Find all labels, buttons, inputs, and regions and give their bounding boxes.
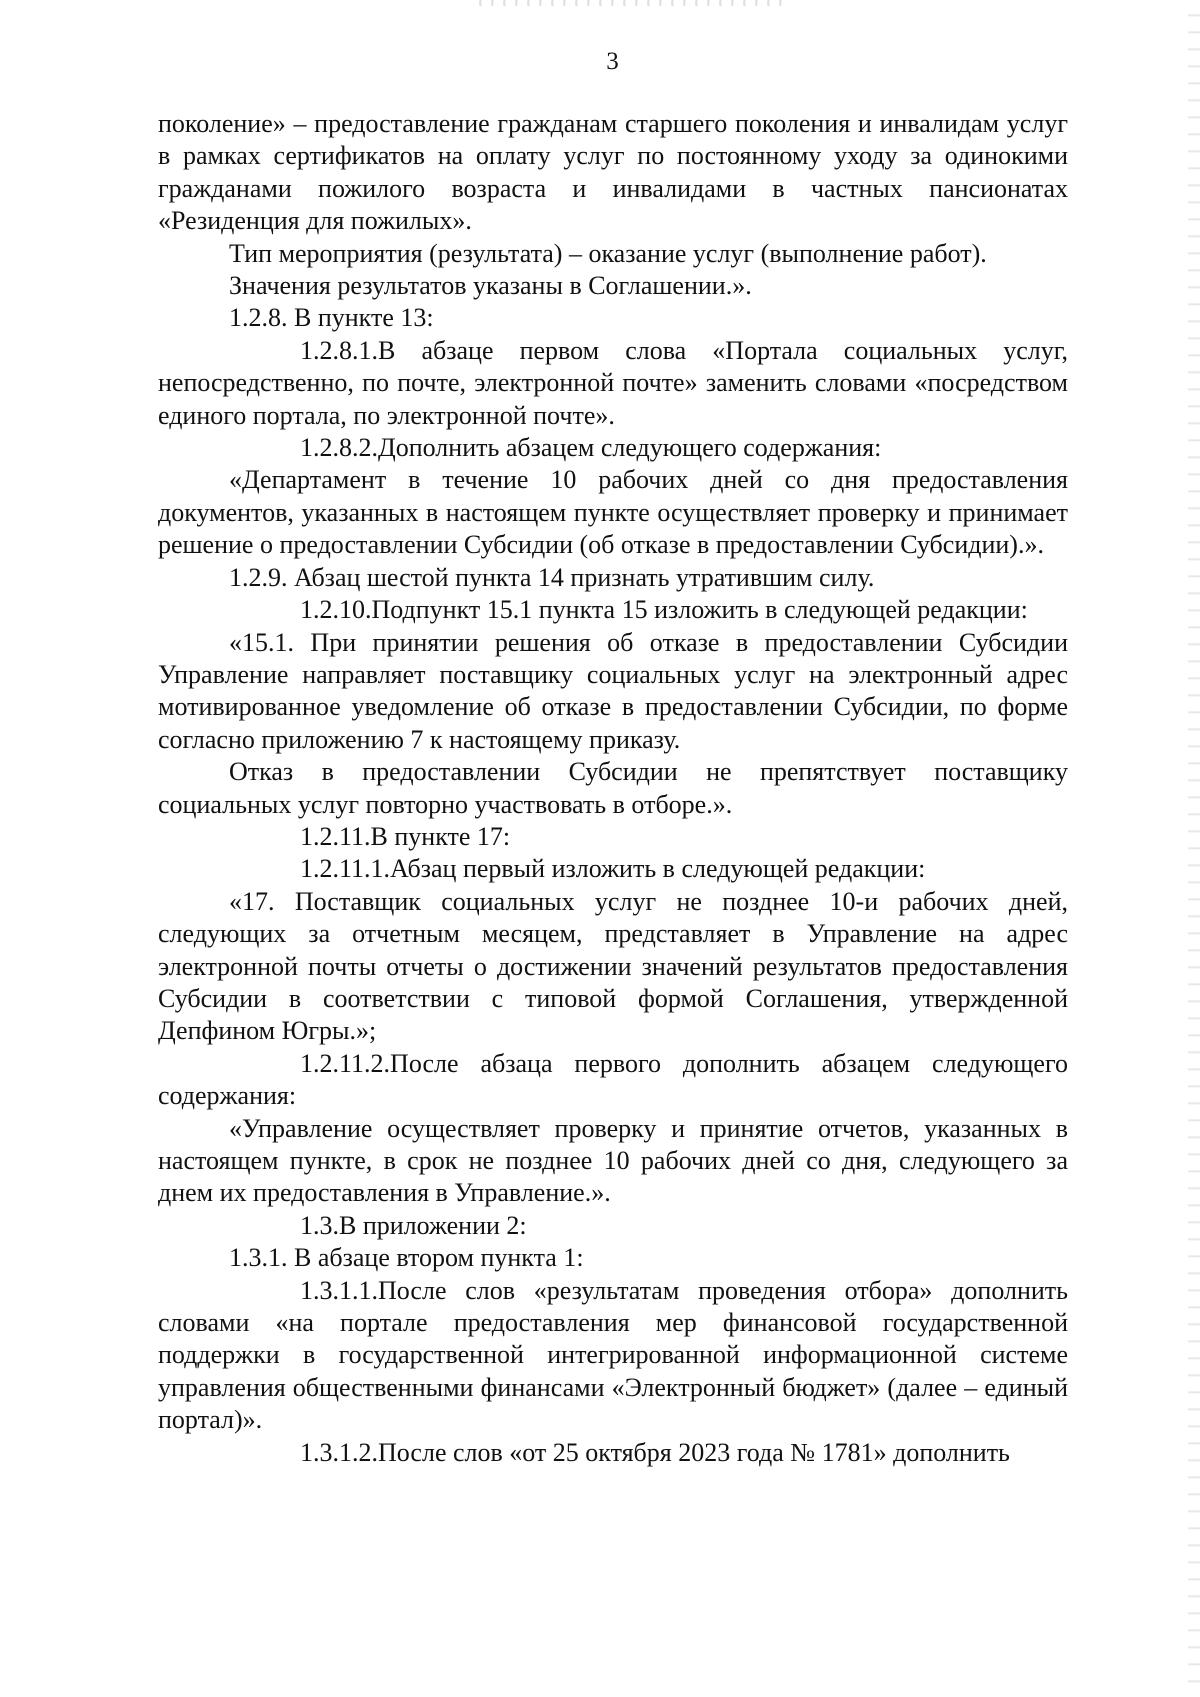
item-number: 1.2.10.: [300, 595, 372, 625]
item-number: 1.3.: [300, 1210, 339, 1240]
item-text: Абзац первый изложить в следующей редакции:: [390, 854, 926, 884]
item-text: Подпункт 15.1 пункта 15 изложить в следующей редакции:: [371, 595, 1028, 625]
paragraph-reports-quote: «Управление осуществляет проверку и принятие отчетов, указанных в настоящем пункте, в срок не позднее 10 рабочих дней со дня, следующего за днем их предоставления в Управление.».: [158, 1113, 1068, 1208]
paragraph-department-quote: «Департамент в течение 10 рабочих дней со дня предоставления документов, указанных в настоящем пункте осуществляет проверку и принимает решение о предоставлении Субсидии (об отказе в предоставлении Субсидии).».: [158, 465, 1068, 560]
item-text: Дополнить абзацем следующего содержания:: [378, 433, 882, 463]
paragraph-1-3-1-2: [158, 1437, 1068, 1469]
paragraph-17-quote: «17. Поставщик социальных услуг не позднее 10-и рабочих дней, следующих за отчетным месяцем, представляет в Управление на адрес электронной почты отчеты о достижении значений результатов предоставления Субсидии в соответствии с типовой формой Соглашения, утвержденной Депфином Югры.»;: [158, 886, 1068, 1046]
item-text: В приложении 2:: [339, 1210, 527, 1240]
document-body: [158, 108, 1068, 1469]
paragraph-refusal: Отказ в предоставлении Субсидии не препятствует поставщику социальных услуг повторно участвовать в отборе.».: [158, 757, 1068, 819]
item-number: 1.2.8.2.: [300, 433, 378, 463]
page-number: 3: [606, 48, 619, 75]
paragraph-1-2-9: 1.2.9. Абзац шестой пункта 14 признать утратившим силу.: [229, 562, 875, 592]
paragraph-1-3-1: 1.3.1. В абзаце втором пункта 1:: [229, 1243, 584, 1273]
item-text: После абзаца первого дополнить абзацем следующего содержания:: [158, 1048, 1068, 1111]
paragraph-continuation: поколение» – предоставление гражданам старшего поколения и инвалидам услуг в рамках сертификатов на оплату услуг по постоянному уходу за одинокими гражданами пожилого возраста и инвалидами в частных пансионатах «Резиденция для пожилых».: [158, 109, 1068, 236]
paragraph-result-values: Значения результатов указаны в Соглашении.».: [229, 271, 752, 301]
scan-noise-edge: [1188, 0, 1200, 1697]
paragraph-15-1-quote: «15.1. При принятии решения об отказе в предоставлении Субсидии Управление направляет поставщику социальных услуг на электронный адрес мотивированное уведомление об отказе в предоставлении Субсидии, по форме согласно приложению 7 к настоящему приказу.: [158, 627, 1068, 754]
item-number: 1.2.11.2.: [300, 1048, 391, 1078]
item-number: 1.2.8.1.: [300, 335, 378, 365]
paragraph-1-3-1-1: [158, 1275, 1068, 1437]
paragraph-1-2-11: [158, 821, 1068, 853]
item-number: 1.3.1.2.: [300, 1437, 378, 1467]
scan-noise-top: [470, 0, 790, 6]
item-text: После слов «результатам проведения отбора» дополнить словами «на портале предоставления мер финансовой государственной поддержки в государственной интегрированной информационной системе управления общественными финансами «Электронный бюджет» (далее – единый портал)».: [158, 1275, 1068, 1435]
paragraph-1-2-8: 1.2.8. В пункте 13:: [229, 303, 434, 333]
paragraph-1-2-8-2: [158, 432, 1068, 464]
item-number: 1.2.11.: [300, 821, 371, 851]
item-text: В абзаце первом слова «Портала социальных услуг, непосредственно, по почте, электронной почте» заменить словами «посредством единого портала, по электронной почте».: [158, 335, 1068, 430]
paragraph-1-2-11-2: [158, 1048, 1068, 1113]
paragraph-1-2-11-1: [158, 853, 1068, 885]
paragraph-event-type: Тип мероприятия (результата) – оказание услуг (выполнение работ).: [229, 238, 987, 268]
item-number: 1.3.1.1.: [300, 1275, 378, 1305]
paragraph-1-3: [158, 1210, 1068, 1242]
item-text: В пункте 17:: [370, 821, 511, 851]
paragraph-1-2-10: [158, 594, 1068, 626]
item-number: 1.2.11.1.: [300, 854, 391, 884]
paragraph-1-2-8-1: [158, 335, 1068, 432]
item-text: После слов «от 25 октября 2023 года № 1781» дополнить: [378, 1437, 1010, 1467]
